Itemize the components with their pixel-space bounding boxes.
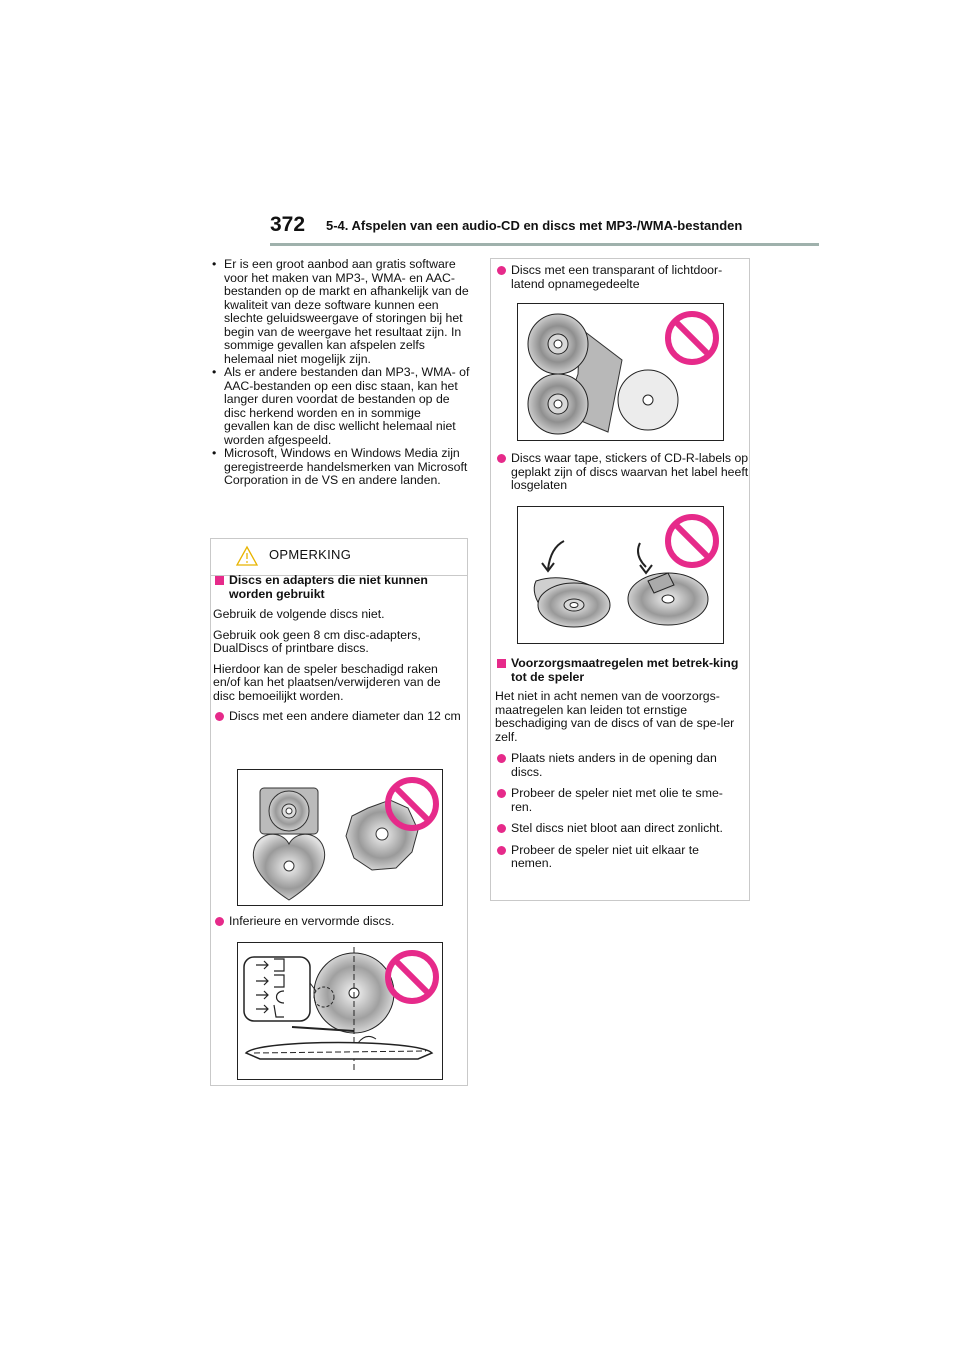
- circle-bullet-icon: [497, 846, 506, 855]
- illustration-transparent-discs: [517, 303, 724, 441]
- illustration-odd-shaped-discs: [237, 769, 443, 906]
- list-item: Inferieure en vervormde discs.: [213, 915, 479, 929]
- circle-bullet-icon: [215, 712, 224, 721]
- note-header: [211, 539, 467, 576]
- illustration-labeled-discs: [517, 506, 724, 644]
- illustration-warped-disc: [237, 942, 443, 1080]
- list-item: Probeer de speler niet uit elkaar te nemen.: [495, 844, 739, 871]
- paragraph: Gebruik ook geen 8 cm disc-adapters, DualDiscs of printbare discs.: [213, 627, 421, 655]
- paragraph: Hierdoor kan de speler beschadigd raken en/of kan het plaatsen/verwijderen van de disc bemoeilijkt worden.: [213, 661, 441, 703]
- header-divider: [270, 243, 819, 246]
- prohibited-icon: [664, 513, 720, 569]
- circle-bullet-icon: [497, 824, 506, 833]
- square-bullet-icon: [215, 576, 224, 585]
- section-heading: Discs en adapters die niet kunnen worden gebruikt: [213, 574, 463, 601]
- page-header: [0, 0, 960, 250]
- prohibited-icon: [664, 310, 720, 366]
- list-item: Discs met een andere diameter dan 12 cm: [213, 710, 463, 724]
- bullet-list: [210, 258, 470, 488]
- list-item: Discs met een transparant of lichtdoor-latend opnamegedeelte: [495, 264, 751, 291]
- prohibited-icon: [384, 949, 440, 1005]
- prohibited-icon: [384, 776, 440, 832]
- circle-bullet-icon: [215, 917, 224, 926]
- section-heading: Voorzorgsmaatregelen met betrek-king tot de speler: [495, 657, 739, 684]
- list-item: Probeer de speler niet met olie te sme-ren.: [495, 787, 739, 814]
- paragraph: Gebruik de volgende discs niet.: [213, 607, 385, 621]
- circle-bullet-icon: [497, 789, 506, 798]
- list-item: • Er is een groot aanbod aan gratis software voor het maken van MP3-, WMA- en AAC-bestanden op de markt en afhankelijk van de kwaliteit van deze software kunnen een slechte geluidsweergave of storingen bij het begin van de weergave het resultaat zijn. In sommige gevallen kan afspelen zelfs helemaal niet mogelijk zijn.: [212, 257, 469, 366]
- list-item: • Als er andere bestanden dan MP3-, WMA- of AAC-bestanden op een disc staan, kan het langer duren voordat de bestanden op de disc herkend worden en in sommige gevallen kan de disc wellicht helemaal niet worden afgespeeld.: [212, 365, 470, 447]
- circle-bullet-icon: [497, 754, 506, 763]
- circle-bullet-icon: [497, 266, 506, 275]
- list-item: Plaats niets anders in de opening dan discs.: [495, 752, 739, 779]
- note-box: [210, 538, 468, 1086]
- paragraph: Het niet in acht nemen van de voorzorgs-maatregelen kan leiden tot ernstige beschadiging van de discs of van de spe-ler zelf.: [495, 689, 735, 744]
- circle-bullet-icon: [497, 454, 506, 463]
- list-item: Stel discs niet bloot aan direct zonlicht.: [495, 822, 739, 836]
- square-bullet-icon: [497, 659, 506, 668]
- right-box: [490, 258, 750, 901]
- section-title: 5-4. Afspelen van een audio-CD en discs met MP3-/WMA-bestanden: [326, 218, 743, 233]
- page-number: 372: [270, 213, 306, 236]
- note-label: OPMERKING: [269, 547, 352, 562]
- warning-triangle-icon: [235, 545, 259, 567]
- left-column: [210, 258, 470, 488]
- list-item: Discs waar tape, stickers of CD-R-labels op geplakt zijn of discs waarvan het label heeft losgelaten: [495, 452, 751, 493]
- list-item: • Microsoft, Windows en Windows Media zijn geregistreerde handelsmerken van Microsoft Corporation in de VS en andere landen.: [212, 446, 468, 487]
